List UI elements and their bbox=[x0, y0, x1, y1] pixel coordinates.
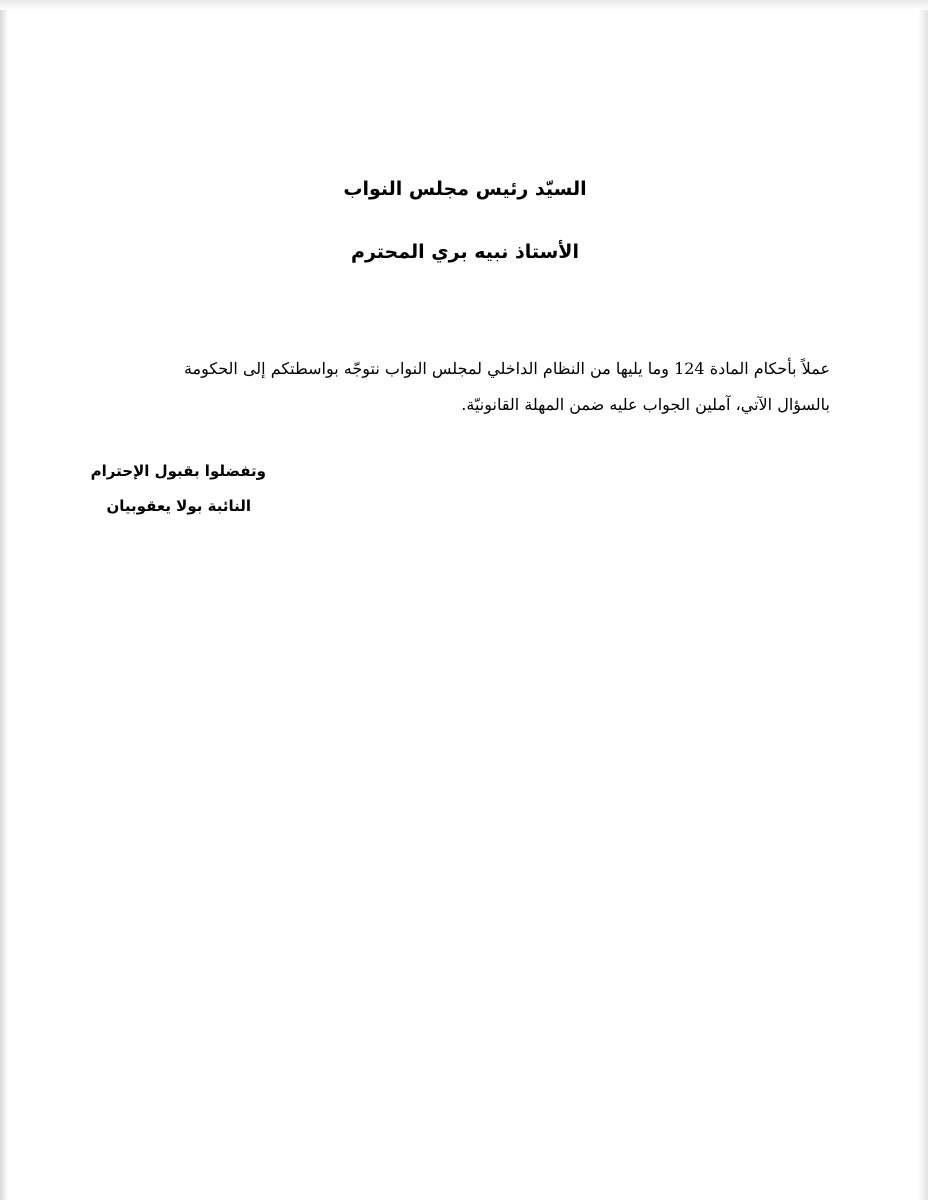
page-edge-shadow-right bbox=[918, 0, 928, 1200]
letter-body bbox=[110, 351, 830, 423]
signature-name: النائبة بولا يعقوبيان bbox=[106, 497, 251, 515]
page-edge-shadow-left bbox=[0, 0, 8, 1200]
addressee-title: السيّد رئيس مجلس النواب bbox=[343, 178, 587, 200]
page-edge-shadow-top bbox=[0, 0, 928, 10]
closing-salutation: وتفضلوا بقبول الإحترام bbox=[90, 462, 266, 480]
letter-body-line-1: عملاً بأحكام المادة 124 وما يليها من النظام الداخلي لمجلس النواب نتوجّه بواسطتكم إلى الحكومة bbox=[183, 359, 830, 378]
letter-body-line-2: بالسؤال الآتي، آملين الجواب عليه ضمن المهلة القانونيّة. bbox=[461, 395, 830, 414]
addressee-name: الأستاذ نبيه بري المحترم bbox=[351, 241, 579, 263]
